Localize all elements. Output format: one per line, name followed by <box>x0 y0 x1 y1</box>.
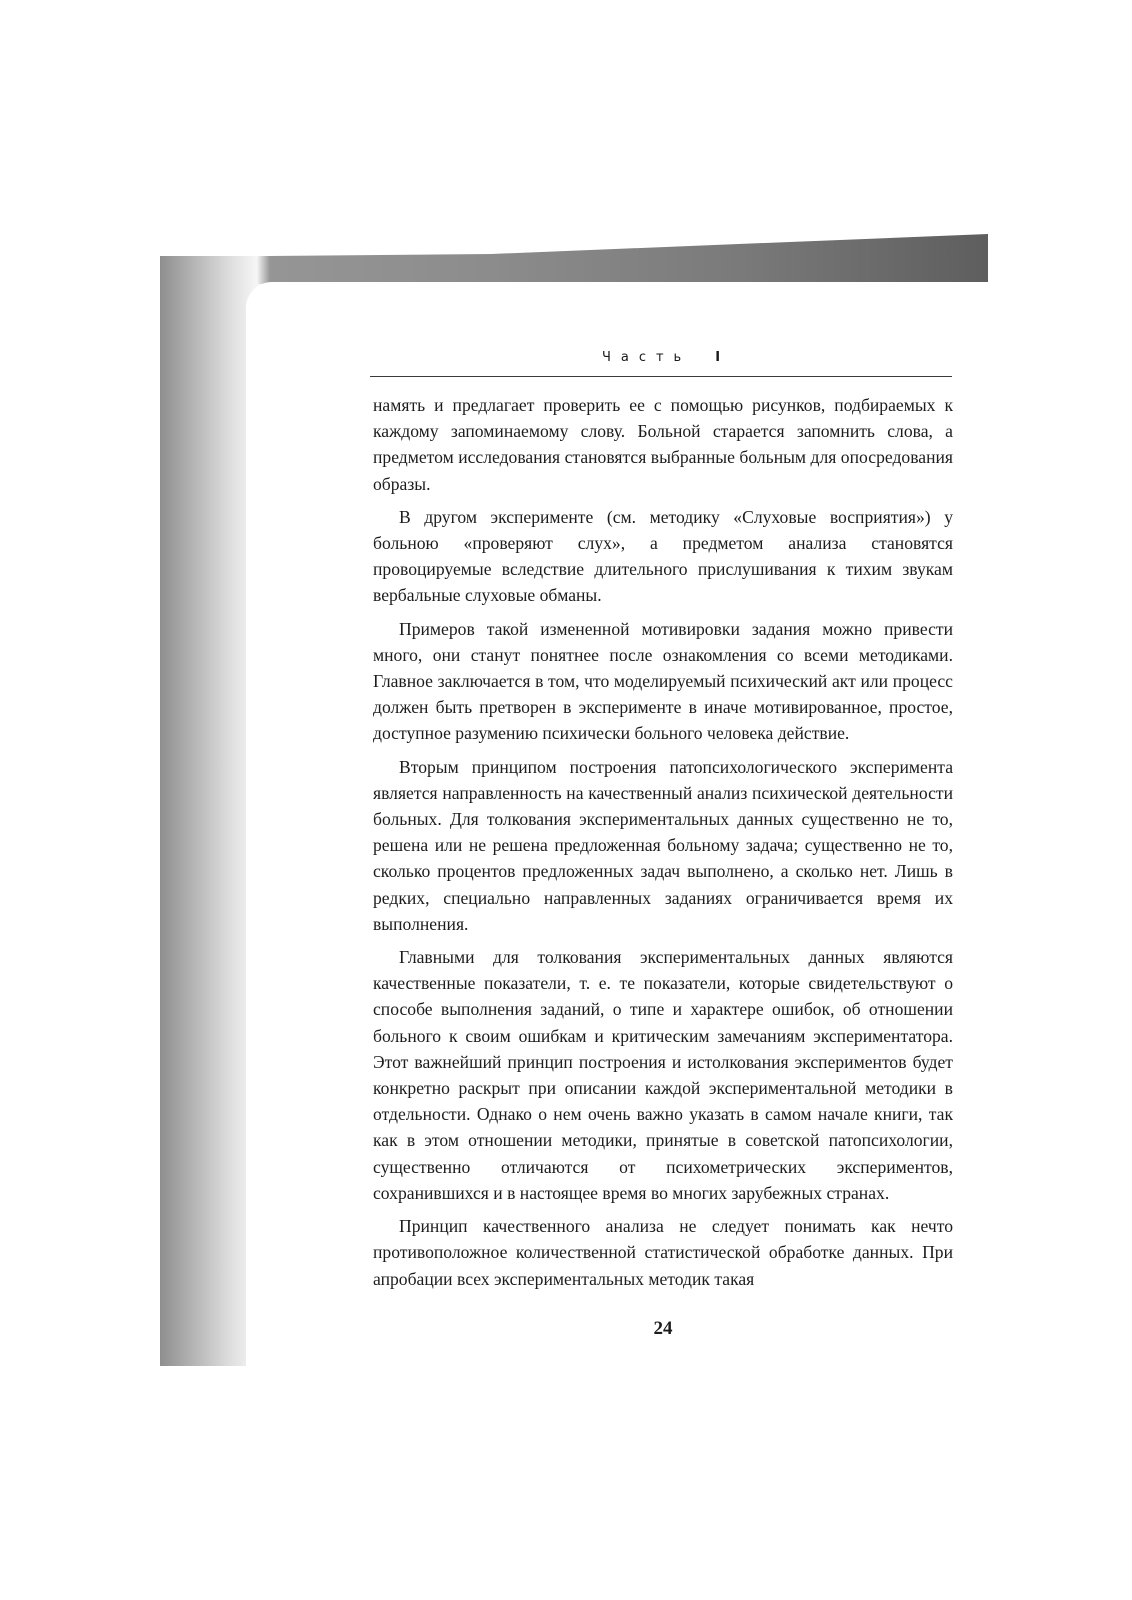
paragraph: В другом эксперименте (см. методику «Слуховые восприятия») у больною «проверяют слух», а предметом анализа становятся провоцируемые вследствие длительного прислушивания к тихим звукам вербальные слуховые обманы. <box>373 506 953 606</box>
running-head-label: Часть <box>601 350 692 365</box>
top-scan-shadow <box>160 234 988 284</box>
running-head <box>370 346 952 377</box>
body-text <box>373 392 953 1299</box>
paragraph: Принцип качественного анализа не следует понимать как нечто противоположное количественной статистической обработке данных. При апробации всех экспериментальных методик такая <box>373 1216 953 1289</box>
page-number: 24 <box>653 1318 673 1339</box>
paragraph: Главными для толкования экспериментальных данных являются качественные показатели, т. е. те показатели, которые свидетельствуют о способе выполнения заданий, о типе и характере ошибок, об отношении больного к своим ошибкам и критическим замечаниям экспериментатора. Этот важнейший принцип построения и истолкования экспериментов будет конкретно раскрыт при описании каждой экспериментальной методики в отдельности. Однако о нем очень важно указать в самом начале книги, так как в этом отношении методики, принятые в советской патопсихологии, существенно отличаются от психометрических экспериментов, сохранившихся и в настоящее время во многих зарубежных странах. <box>373 947 953 1203</box>
paragraph: намять и предлагает проверить ее с помощью рисунков, подбираемых к каждому запоминаемому слову. Больной старается запомнить слова, а предметом исследования становятся выбранные больным для опосредования образы. <box>373 395 953 494</box>
paragraph: Вторым принципом построения патопсихологического эксперимента является направленность на качественный анализ психической деятельности больных. Для толкования экспериментальных данных существенно не то, решена или не решена предложенная больному задача; существенно не то, сколько процентов предложенных задач выполнено, а сколько нет. Лишь в редких, специально направленных заданиях ограничивается время их выполнения. <box>373 756 953 934</box>
paragraph: Примеров такой измененной мотивировки задания можно привести много, они станут понятнее после ознакомления со всеми методиками. Главное заключается в том, что моделируемый психический акт или процесс должен быть претворен в эксперименте в иначе мотивированное, простое, доступное разумению психически больного человека действие. <box>373 618 953 744</box>
running-head-part: I <box>715 350 721 365</box>
